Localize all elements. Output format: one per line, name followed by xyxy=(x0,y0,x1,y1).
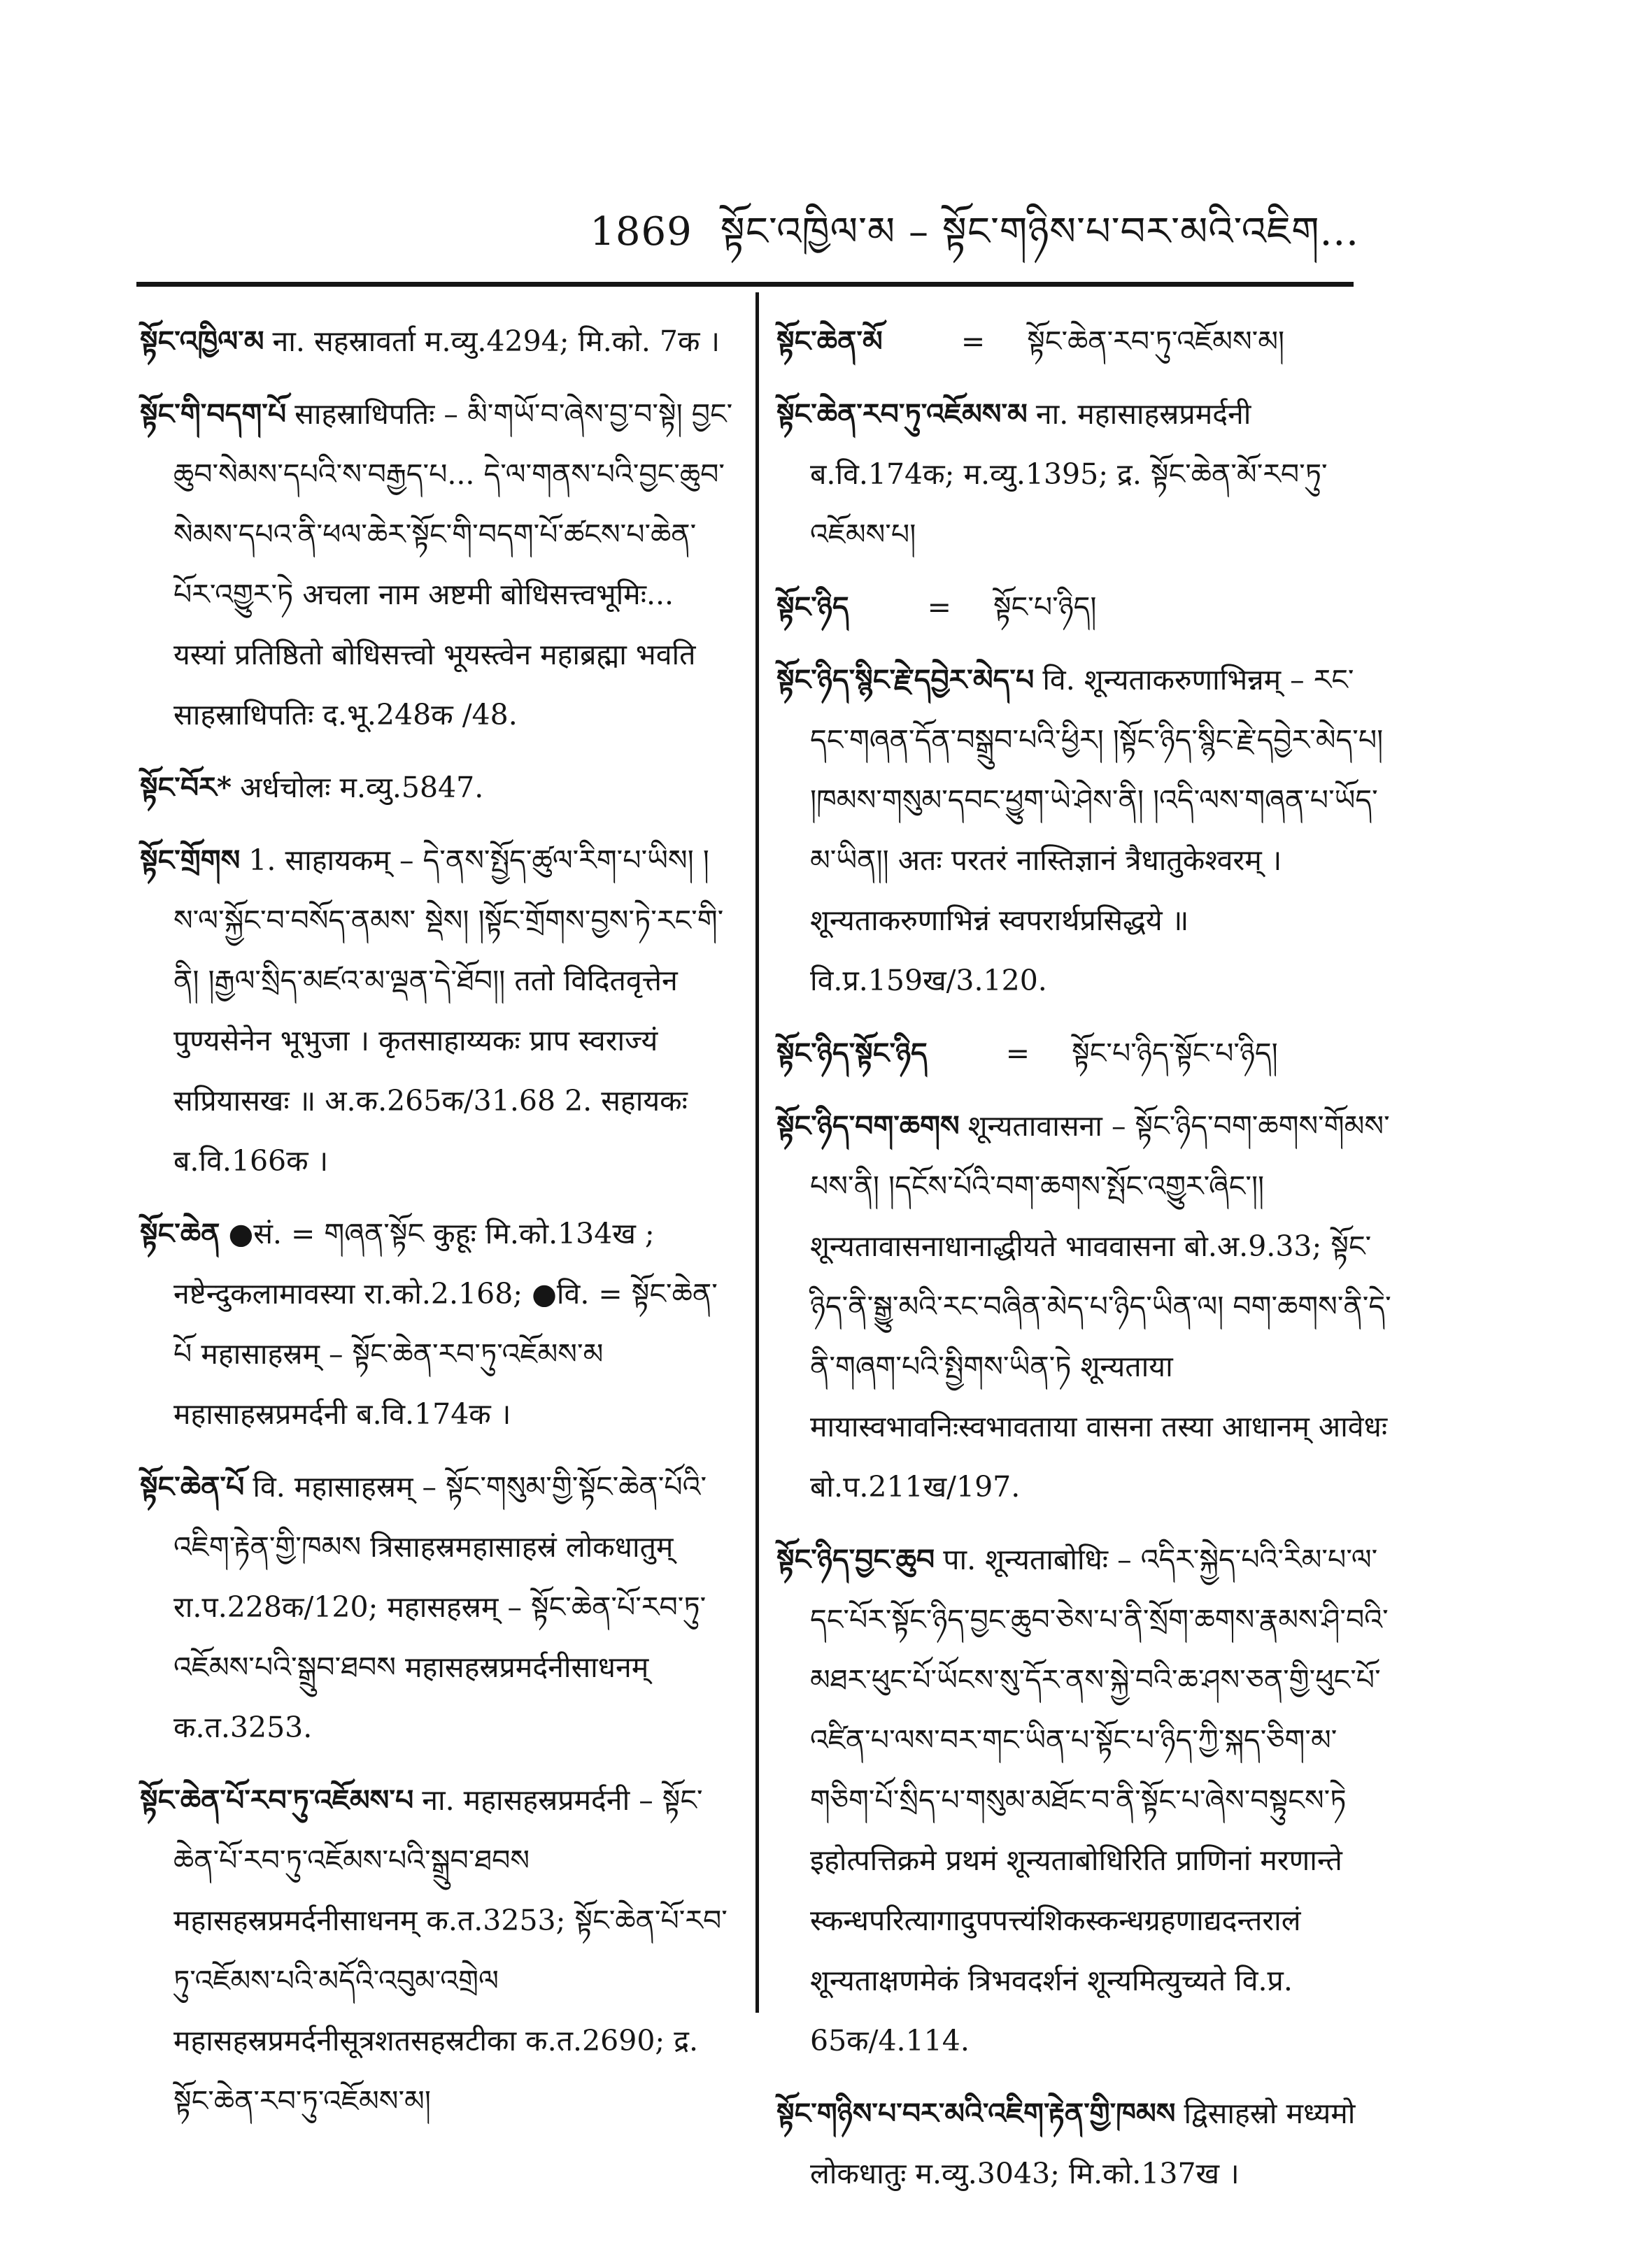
headword: སྟོང་འཁྱིལ་མ xyxy=(140,324,264,358)
header-rule xyxy=(136,282,1354,287)
headword: སྟོང་ཆེན xyxy=(140,1217,220,1250)
dictionary-entry xyxy=(140,384,735,745)
definition: སྟོང་པ་ཉིད་སྟོང་པ་ཉིད། xyxy=(1072,1036,1278,1070)
headword: སྟོང་གྲོགས xyxy=(140,843,241,877)
headword: སྟོང་ཉིད xyxy=(776,590,849,624)
dictionary-entry xyxy=(776,1096,1392,1517)
definition: ना. महासहस्रप्रमर्दनी – སྟོང་ཆེན་པོ་རབ་ཏུ་འཇོམས་པའི་སྒྲུབ་ཐབས महासहस्रप्रमर्दनीसाधनम् क.त.3253; སྟོང་ཆེན་པོ་རབ་ཏུ་འཇོམས་པའི་མདོའི་འབུམ་འགྲེལ महासहस्रप्रमर्दनीसूत्रशतसहस्रटीका क.त.2690; द्र. སྟོང་ཆེན་རབ་ཏུ་འཇོམས་མ། xyxy=(173,1783,728,2118)
headword: སྟོང་ཉིད་བག་ཆགས xyxy=(776,1109,960,1143)
dictionary-entry xyxy=(140,311,735,371)
dictionary-entry xyxy=(140,830,735,1191)
headword: སྟོང་ཆེན་པོ xyxy=(140,1470,245,1504)
headword: སྟོང་ཆེན་མོ xyxy=(776,324,883,358)
dictionary-entry xyxy=(776,2083,1392,2204)
definition: ●सं. = གཞན་སྟོང कुहूः मि.को.134ख ; नष्टेन्दुकलामावस्या रा.को.2.168; ●वि. = སྟོང་ཆེན་པོ महासाहस्रम् – སྟོང་ཆེན་རབ་ཏུ་འཇོམས་མ महासाहस्रप्रमर्दनी ब.वि.174क । xyxy=(173,1217,718,1431)
dictionary-entry xyxy=(776,577,1392,637)
right-column xyxy=(776,311,1392,2216)
definition: द्विसाहस्रो मध्यमो लोकधातुः म.व्यु.3043; मि.को.137ख । xyxy=(810,2097,1356,2190)
headword: སྟོང་ཆེན་པོ་རབ་ཏུ་འཇོམས་པ xyxy=(140,1783,414,1817)
equals-sign: = xyxy=(927,590,951,624)
dictionary-entry xyxy=(140,1204,735,1444)
definition: वि. शून्यताकरुणाभिन्नम् – རང་དང་གཞན་དོན་བསྒྲུབ་པའི་ཕྱིར། །སྟོང་ཉིད་སྙིང་རྗེ་དབྱེར་མེད་པ། །ཁམས་གསུམ་དབང་ཕྱུག་ཡེ་ཤེས་ནི། །འདི་ལས་གཞན་པ་ཡོད་མ་ཡིན།། अतः परतरं नास्तिज्ञानं त्रैधातुकेश्वरम् । शून्यताकरुणाभिन्नं स्वपरार्थप्रसिद्धये ॥ वि.प्र.159ख/3.120. xyxy=(810,663,1384,997)
dictionary-entry xyxy=(140,757,735,818)
definition: पा. शून्यताबोधिः – འདིར་སྐྱེད་པའི་རིམ་པ་ལ་དང་པོར་སྟོང་ཉིད་བྱང་ཆུབ་ཅེས་པ་ནི་སྲོག་ཆགས་རྣམས་ཤི་བའི་མཐར་ཕུང་པོ་ཡོངས་སུ་དོར་ནས་སྐྱེ་བའི་ཆ་ཤས་ཅན་གྱི་ཕུང་པོ་འཛིན་པ་ལས་བར་གང་ཡིན་པ་སྟོང་པ་ཉིད་ཀྱི་སྐད་ཅིག་མ་གཅིག་པོ་སྲིད་པ་གསུམ་མཐོང་བ་ནི་སྟོང་པ་ཞེས་བསྟུངས་ཏེ इहोत्पत्तिक्रमे प्रथमं शून्यताबोधिरिति प्राणिनां मरणान्ते स्कन्धपरित्यागादुपपत्त्यंशिकस्कन्धग्रहणाद्यदन्तरालं शून्यताक्षणमेकं त्रिभवदर्शनं शून्यमित्युच्यते वि.प्र. 65क/4.114. xyxy=(810,1543,1389,2057)
definition: ना. महासाहस्रप्रमर्दनी ब.वि.174क; म.व्यु.1395; द्र. སྟོང་ཆེན་མོ་རབ་ཏུ་འཇོམས་པ། xyxy=(810,397,1328,551)
headword: སྟོང་ཉིད་སྙིང་རྗེ་དབྱེར་མེད་པ xyxy=(776,663,1035,697)
dictionary-entry xyxy=(776,1529,1392,2071)
headword: སྟོང་ཉིད་བྱང་ཆུབ xyxy=(776,1543,935,1576)
dictionary-entry xyxy=(776,384,1392,564)
headword: སྟོང་བོར* xyxy=(140,771,232,804)
definition: 1. साहायकम् – དེ་ནས་སྤྱོད་ཚུལ་རིག་པ་ཡིས། །ས་ལ་སྐྱོང་བ་བསོད་ནམས་ སྡེས། །སྟོང་གྲོགས་བྱས་ཏེ་རང་གི་ནི། །རྒྱལ་སྲིད་མཛའ་མ་ལྡན་དེ་ཐོབ།། ततो विदितवृत्तेन पुण्यसेनेन भूभुजा । कृतसाहाय्यकः प्राप स्वराज्यं सप्रियासखः ॥ अ.क.265क/31.68 2. सहायकः ब.वि.166क । xyxy=(173,843,724,1178)
equals-sign: = xyxy=(1005,1036,1030,1070)
definition: साहस्राधिपतिः – མི་གཡོ་བ་ཞེས་བྱ་བ་སྟེ། བྱང་ཆུབ་སེམས་དཔའི་ས་བརྒྱད་པ... དེ་ལ་གནས་པའི་བྱང་ཆུབ་སེམས་དཔའ་ནི་ཕལ་ཆེར་སྟོང་གི་བདག་པོ་ཚངས་པ་ཆེན་པོར་འགྱུར་ཏེ अचला नाम अष्टमी बोधिसत्त्वभूमिः... यस्यां प्रतिष्ठितो बोधिसत्त्वो भूयस्त्वेन महाब्रह्मा भवति साहस्राधिपतिः द.भू.248क /48. xyxy=(173,397,733,732)
definition: ना. सहस्रावर्ता म.व्यु.4294; मि.को. 7क । xyxy=(272,324,721,358)
page-number: 1869 xyxy=(590,209,693,255)
definition: སྟོང་པ་ཉིད། xyxy=(993,590,1097,624)
headword: སྟོང་ཉིད་སྟོང་ཉིད xyxy=(776,1036,928,1070)
dictionary-entry xyxy=(140,1457,735,1757)
column-divider xyxy=(755,292,759,2013)
dictionary-entry xyxy=(140,1770,735,2131)
dictionary-entry xyxy=(776,311,1392,371)
dictionary-entry xyxy=(776,1023,1392,1083)
headword: སྟོང་གི་བདག་པོ xyxy=(140,397,287,431)
definition: སྟོང་ཆེན་རབ་ཏུ་འཇོམས་མ། xyxy=(1027,324,1285,358)
running-title: སྟོང་འཁྱིལ་མ – སྟོང་གཉིས་པ་བར་མའི་འཇིག... xyxy=(720,209,1359,255)
headword: སྟོང་གཉིས་པ་བར་མའི་འཇིག་རྟེན་གྱི་ཁམས xyxy=(776,2097,1176,2130)
definition: शून्यतावासना – སྟོང་ཉིད་བག་ཆགས་གོམས་པས་ནི། །དངོས་པོའི་བག་ཆགས་སྤོང་འགྱུར་ཞིང་།། शून्यतावासनाधानाद्धीयते भाववासना बो.अ.9.33; སྟོང་ཉིད་ནི་སྒྱུ་མའི་རང་བཞིན་མེད་པ་ཉིད་ཡིན་ལ། བག་ཆགས་ནི་དེ་ནི་གཞག་པའི་སྤྱིགས་ཡིན་ཏེ शून्यताया मायास्वभावनिःस्वभावताया वासना तस्या आधानम् आवेधः बो.प.211ख/197. xyxy=(810,1109,1391,1504)
left-column xyxy=(140,311,735,2144)
definition: वि. महासाहस्रम् – སྟོང་གསུམ་གྱི་སྟོང་ཆེན་པོའི་འཇིག་རྟེན་གྱི་ཁམས त्रिसाहस्रमहासाहस्रं लोकधातुम् रा.प.228क/120; महासहस्रम् – སྟོང་ཆེན་པོ་རབ་ཏུ་འཇོམས་པའི་སྒྲུབ་ཐབས महासहस्रप्रमर्दनीसाधनम् क.त.3253. xyxy=(173,1470,707,1744)
dictionary-entry xyxy=(776,650,1392,1011)
equals-sign: = xyxy=(960,324,986,358)
definition: अर्धचोलः म.व्यु.5847. xyxy=(240,771,484,804)
headword: སྟོང་ཆེན་རབ་ཏུ་འཇོམས་མ xyxy=(776,397,1028,431)
